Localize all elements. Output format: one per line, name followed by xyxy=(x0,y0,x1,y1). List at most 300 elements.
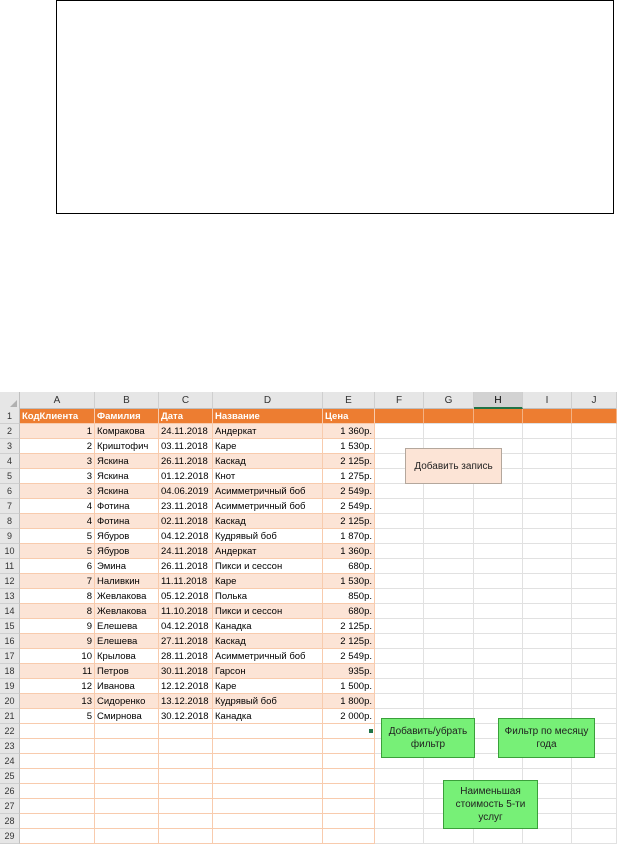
empty-cell[interactable] xyxy=(424,634,474,649)
table-cell[interactable] xyxy=(20,754,95,769)
month-filter-button[interactable] xyxy=(498,718,595,758)
table-cell[interactable]: 1 500р. xyxy=(323,679,375,694)
empty-cell[interactable] xyxy=(572,679,617,694)
table-cell[interactable]: Яскина xyxy=(95,484,159,499)
table-cell[interactable]: Каскад xyxy=(213,454,323,469)
empty-cell[interactable] xyxy=(424,529,474,544)
table-cell[interactable]: 11.10.2018 xyxy=(159,604,213,619)
table-cell[interactable] xyxy=(20,724,95,739)
table-cell[interactable]: Полька xyxy=(213,589,323,604)
empty-cell[interactable] xyxy=(375,604,424,619)
table-cell[interactable]: 1 530р. xyxy=(323,439,375,454)
row-number[interactable]: 13 xyxy=(0,589,20,604)
select-all-corner[interactable] xyxy=(0,392,20,409)
empty-cell[interactable] xyxy=(523,454,572,469)
table-cell[interactable]: Каре xyxy=(213,574,323,589)
table-cell[interactable]: Жевлакова xyxy=(95,604,159,619)
empty-cell[interactable] xyxy=(572,574,617,589)
row-number[interactable]: 20 xyxy=(0,694,20,709)
empty-cell[interactable] xyxy=(375,424,424,439)
empty-cell[interactable] xyxy=(523,604,572,619)
empty-cell[interactable] xyxy=(474,589,523,604)
empty-cell[interactable] xyxy=(572,799,617,814)
empty-cell[interactable] xyxy=(424,649,474,664)
table-cell[interactable]: 26.11.2018 xyxy=(159,559,213,574)
table-cell[interactable] xyxy=(323,754,375,769)
table-row xyxy=(20,454,617,469)
empty-cell[interactable] xyxy=(375,784,424,799)
table-cell[interactable]: 04.12.2018 xyxy=(159,619,213,634)
table-cell[interactable] xyxy=(95,724,159,739)
empty-cell[interactable] xyxy=(474,664,523,679)
table-cell[interactable]: Пикси и сессон xyxy=(213,559,323,574)
empty-cell[interactable] xyxy=(474,484,523,499)
empty-cell[interactable] xyxy=(375,649,424,664)
table-cell[interactable]: Фотина xyxy=(95,514,159,529)
table-cell[interactable]: 13.12.2018 xyxy=(159,694,213,709)
table-cell[interactable]: 3 xyxy=(20,469,95,484)
row-number[interactable]: 10 xyxy=(0,544,20,559)
table-cell[interactable]: Каскад xyxy=(213,514,323,529)
empty-cell[interactable] xyxy=(572,814,617,829)
row-number[interactable]: 26 xyxy=(0,784,20,799)
table-cell[interactable] xyxy=(159,754,213,769)
empty-cell[interactable] xyxy=(523,544,572,559)
table-cell[interactable]: 24.11.2018 xyxy=(159,544,213,559)
table-cell[interactable]: 7 xyxy=(20,574,95,589)
table-cell[interactable]: 1 800р. xyxy=(323,694,375,709)
table-cell[interactable]: Каре xyxy=(213,679,323,694)
table-cell[interactable] xyxy=(213,754,323,769)
table-cell[interactable]: Дата xyxy=(159,409,213,424)
table-cell[interactable]: Крылова xyxy=(95,649,159,664)
table-cell[interactable]: Кудрявый боб xyxy=(213,694,323,709)
table-cell[interactable]: 28.11.2018 xyxy=(159,649,213,664)
empty-cell[interactable] xyxy=(572,409,617,424)
empty-cell[interactable] xyxy=(572,424,617,439)
empty-cell[interactable] xyxy=(523,589,572,604)
table-cell[interactable]: 1 530р. xyxy=(323,574,375,589)
table-cell[interactable] xyxy=(323,814,375,829)
table-cell[interactable] xyxy=(323,784,375,799)
empty-cell[interactable] xyxy=(523,664,572,679)
column-header-f[interactable]: F xyxy=(375,392,424,409)
table-cell[interactable]: 8 xyxy=(20,604,95,619)
empty-cell[interactable] xyxy=(375,664,424,679)
table-cell[interactable]: Иванова xyxy=(95,679,159,694)
empty-cell[interactable] xyxy=(424,499,474,514)
table-cell[interactable] xyxy=(95,799,159,814)
empty-cell[interactable] xyxy=(424,829,474,844)
empty-cell[interactable] xyxy=(424,694,474,709)
table-cell[interactable]: 935р. xyxy=(323,664,375,679)
row-number[interactable]: 6 xyxy=(0,484,20,499)
table-cell[interactable] xyxy=(323,739,375,754)
table-cell[interactable] xyxy=(323,829,375,844)
empty-cell[interactable] xyxy=(572,769,617,784)
column-header-d[interactable]: D xyxy=(213,392,323,409)
empty-cell[interactable] xyxy=(424,514,474,529)
empty-cell[interactable] xyxy=(474,604,523,619)
row-number[interactable]: 9 xyxy=(0,529,20,544)
empty-cell[interactable] xyxy=(375,574,424,589)
empty-cell[interactable] xyxy=(424,679,474,694)
table-cell[interactable]: 12 xyxy=(20,679,95,694)
row-number[interactable]: 2 xyxy=(0,424,20,439)
table-cell[interactable]: Пикси и сессон xyxy=(213,604,323,619)
empty-cell[interactable] xyxy=(375,619,424,634)
column-header-e[interactable]: E xyxy=(323,392,375,409)
row-number[interactable]: 7 xyxy=(0,499,20,514)
table-cell[interactable] xyxy=(95,784,159,799)
column-header-b[interactable]: B xyxy=(95,392,159,409)
table-cell[interactable] xyxy=(159,799,213,814)
table-cell[interactable]: Цена xyxy=(323,409,375,424)
empty-cell[interactable] xyxy=(375,514,424,529)
table-cell[interactable]: 9 xyxy=(20,634,95,649)
table-cell[interactable]: 2 125р. xyxy=(323,514,375,529)
table-cell[interactable]: Андеркат xyxy=(213,544,323,559)
empty-cell[interactable] xyxy=(424,484,474,499)
empty-cell[interactable] xyxy=(474,499,523,514)
empty-cell[interactable] xyxy=(375,679,424,694)
empty-cell[interactable] xyxy=(375,814,424,829)
empty-cell[interactable] xyxy=(424,619,474,634)
table-cell[interactable] xyxy=(213,724,323,739)
empty-cell[interactable] xyxy=(375,694,424,709)
table-cell[interactable]: 1 275р. xyxy=(323,469,375,484)
row-number[interactable]: 11 xyxy=(0,559,20,574)
row-number[interactable]: 18 xyxy=(0,664,20,679)
row-number[interactable]: 23 xyxy=(0,739,20,754)
empty-cell[interactable] xyxy=(474,829,523,844)
table-cell[interactable]: Криштофич xyxy=(95,439,159,454)
table-cell[interactable]: 10 xyxy=(20,649,95,664)
row-number[interactable]: 3 xyxy=(0,439,20,454)
table-cell[interactable]: Елешева xyxy=(95,619,159,634)
empty-cell[interactable] xyxy=(375,799,424,814)
table-cell[interactable]: 3 xyxy=(20,454,95,469)
empty-cell[interactable] xyxy=(424,604,474,619)
table-cell[interactable] xyxy=(213,769,323,784)
table-cell[interactable]: 02.11.2018 xyxy=(159,514,213,529)
empty-cell[interactable] xyxy=(375,484,424,499)
empty-cell[interactable] xyxy=(572,439,617,454)
row-number[interactable]: 1 xyxy=(0,409,20,424)
row-number[interactable]: 16 xyxy=(0,634,20,649)
table-cell[interactable]: 680р. xyxy=(323,604,375,619)
table-cell[interactable]: Комракова xyxy=(95,424,159,439)
table-cell[interactable]: 6 xyxy=(20,559,95,574)
empty-cell[interactable] xyxy=(523,499,572,514)
column-header-i[interactable]: I xyxy=(523,392,572,409)
table-cell[interactable] xyxy=(213,814,323,829)
table-cell[interactable] xyxy=(20,799,95,814)
empty-cell[interactable] xyxy=(375,829,424,844)
table-cell[interactable]: Асимметричный боб xyxy=(213,499,323,514)
table-cell[interactable]: Фотина xyxy=(95,499,159,514)
empty-cell[interactable] xyxy=(572,454,617,469)
table-cell[interactable]: Гарсон xyxy=(213,664,323,679)
table-cell[interactable]: 2 125р. xyxy=(323,454,375,469)
empty-cell[interactable] xyxy=(474,529,523,544)
table-cell[interactable] xyxy=(159,814,213,829)
empty-cell[interactable] xyxy=(424,424,474,439)
empty-cell[interactable] xyxy=(572,499,617,514)
empty-cell[interactable] xyxy=(474,694,523,709)
empty-cell[interactable] xyxy=(424,664,474,679)
table-cell[interactable]: 3 xyxy=(20,484,95,499)
row-number[interactable]: 21 xyxy=(0,709,20,724)
empty-cell[interactable] xyxy=(523,514,572,529)
table-cell[interactable]: 2 xyxy=(20,439,95,454)
row-number[interactable]: 17 xyxy=(0,649,20,664)
table-cell[interactable] xyxy=(95,754,159,769)
empty-cell[interactable] xyxy=(474,679,523,694)
table-cell[interactable]: 12.12.2018 xyxy=(159,679,213,694)
row-number[interactable]: 22 xyxy=(0,724,20,739)
table-cell[interactable] xyxy=(323,799,375,814)
table-cell[interactable] xyxy=(95,739,159,754)
table-cell[interactable]: 8 xyxy=(20,589,95,604)
table-cell[interactable]: Сидоренко xyxy=(95,694,159,709)
row-number[interactable]: 12 xyxy=(0,574,20,589)
table-cell[interactable]: 1 360р. xyxy=(323,544,375,559)
table-cell[interactable]: 2 549р. xyxy=(323,499,375,514)
table-cell[interactable]: 01.12.2018 xyxy=(159,469,213,484)
table-cell[interactable]: 2 549р. xyxy=(323,649,375,664)
table-row xyxy=(20,829,617,844)
table-cell[interactable]: Смирнова xyxy=(95,709,159,724)
table-cell[interactable]: Фамилия xyxy=(95,409,159,424)
table-cell[interactable]: Название xyxy=(213,409,323,424)
table-cell[interactable]: 26.11.2018 xyxy=(159,454,213,469)
table-cell[interactable] xyxy=(20,829,95,844)
table-cell[interactable]: Яскина xyxy=(95,454,159,469)
empty-cell[interactable] xyxy=(523,484,572,499)
empty-cell[interactable] xyxy=(375,409,424,424)
table-cell[interactable]: Наливкин xyxy=(95,574,159,589)
table-cell[interactable] xyxy=(159,769,213,784)
row-number[interactable]: 14 xyxy=(0,604,20,619)
table-cell[interactable]: 03.11.2018 xyxy=(159,439,213,454)
row-number[interactable]: 27 xyxy=(0,799,20,814)
table-cell[interactable] xyxy=(159,829,213,844)
spreadsheet[interactable] xyxy=(0,392,617,848)
row-number[interactable]: 29 xyxy=(0,829,20,844)
table-cell[interactable]: 9 xyxy=(20,619,95,634)
empty-cell[interactable] xyxy=(375,499,424,514)
empty-cell[interactable] xyxy=(424,589,474,604)
table-cell[interactable]: 23.11.2018 xyxy=(159,499,213,514)
table-row xyxy=(20,604,617,619)
table-cell[interactable]: 2 549р. xyxy=(323,484,375,499)
table-cell[interactable]: Канадка xyxy=(213,619,323,634)
empty-cell[interactable] xyxy=(523,634,572,649)
add-record-button[interactable] xyxy=(405,448,502,484)
empty-cell[interactable] xyxy=(572,664,617,679)
table-cell[interactable]: 1 360р. xyxy=(323,424,375,439)
empty-cell[interactable] xyxy=(572,589,617,604)
row-number[interactable]: 25 xyxy=(0,769,20,784)
row-number[interactable]: 24 xyxy=(0,754,20,769)
table-cell[interactable] xyxy=(213,784,323,799)
empty-cell[interactable] xyxy=(474,514,523,529)
table-cell[interactable]: Жевлакова xyxy=(95,589,159,604)
table-cell[interactable] xyxy=(20,784,95,799)
table-cell[interactable] xyxy=(213,739,323,754)
empty-cell[interactable] xyxy=(474,634,523,649)
table-cell[interactable]: 04.06.2019 xyxy=(159,484,213,499)
table-cell[interactable]: 04.12.2018 xyxy=(159,529,213,544)
empty-cell[interactable] xyxy=(523,424,572,439)
empty-cell[interactable] xyxy=(474,559,523,574)
empty-cell[interactable] xyxy=(424,544,474,559)
table-cell[interactable]: 1 xyxy=(20,424,95,439)
table-cell[interactable]: Ябуров xyxy=(95,529,159,544)
empty-cell[interactable] xyxy=(572,604,617,619)
table-cell[interactable]: 24.11.2018 xyxy=(159,424,213,439)
table-cell[interactable]: Кнот xyxy=(213,469,323,484)
empty-cell[interactable] xyxy=(523,559,572,574)
empty-cell[interactable] xyxy=(523,409,572,424)
empty-cell[interactable] xyxy=(375,589,424,604)
empty-cell[interactable] xyxy=(523,574,572,589)
empty-cell[interactable] xyxy=(375,769,424,784)
table-cell[interactable]: 30.12.2018 xyxy=(159,709,213,724)
empty-cell[interactable] xyxy=(523,649,572,664)
table-cell[interactable]: 1 870р. xyxy=(323,529,375,544)
table-cell[interactable] xyxy=(213,799,323,814)
empty-cell[interactable] xyxy=(523,619,572,634)
column-header-j[interactable]: J xyxy=(572,392,617,409)
table-cell[interactable]: Кудрявый боб xyxy=(213,529,323,544)
empty-cell[interactable] xyxy=(572,694,617,709)
empty-cell[interactable] xyxy=(572,484,617,499)
empty-cell[interactable] xyxy=(523,439,572,454)
table-cell[interactable]: 850р. xyxy=(323,589,375,604)
table-cell[interactable]: 4 xyxy=(20,499,95,514)
empty-cell[interactable] xyxy=(375,529,424,544)
table-cell[interactable] xyxy=(213,829,323,844)
table-cell[interactable] xyxy=(95,769,159,784)
empty-cell[interactable] xyxy=(523,679,572,694)
table-cell[interactable]: 2 000р. xyxy=(323,709,375,724)
table-cell[interactable] xyxy=(159,724,213,739)
table-cell[interactable]: 27.11.2018 xyxy=(159,634,213,649)
table-cell[interactable]: Андеркат xyxy=(213,424,323,439)
table-cell[interactable]: 5 xyxy=(20,529,95,544)
empty-cell[interactable] xyxy=(474,574,523,589)
empty-cell[interactable] xyxy=(572,529,617,544)
table-cell[interactable]: 5 xyxy=(20,709,95,724)
empty-cell[interactable] xyxy=(572,619,617,634)
min-cost-button[interactable] xyxy=(443,780,538,829)
table-cell[interactable]: 4 xyxy=(20,514,95,529)
table-cell[interactable]: 05.12.2018 xyxy=(159,589,213,604)
empty-cell[interactable] xyxy=(523,829,572,844)
empty-cell[interactable] xyxy=(375,559,424,574)
empty-cell[interactable] xyxy=(474,544,523,559)
table-row xyxy=(20,559,617,574)
empty-cell[interactable] xyxy=(572,829,617,844)
empty-cell[interactable] xyxy=(572,469,617,484)
table-cell[interactable]: Каре xyxy=(213,439,323,454)
empty-cell[interactable] xyxy=(523,469,572,484)
empty-cell[interactable] xyxy=(375,634,424,649)
table-cell[interactable]: 13 xyxy=(20,694,95,709)
row-number[interactable]: 19 xyxy=(0,679,20,694)
table-cell[interactable]: Каскад xyxy=(213,634,323,649)
row-number[interactable]: 15 xyxy=(0,619,20,634)
empty-cell[interactable] xyxy=(424,559,474,574)
table-cell[interactable] xyxy=(323,724,375,739)
table-cell[interactable] xyxy=(159,739,213,754)
column-header-g[interactable]: G xyxy=(424,392,474,409)
table-cell[interactable]: 5 xyxy=(20,544,95,559)
table-cell[interactable]: Яскина xyxy=(95,469,159,484)
empty-cell[interactable] xyxy=(523,529,572,544)
table-header-row xyxy=(20,409,617,424)
empty-cell[interactable] xyxy=(523,694,572,709)
empty-cell[interactable] xyxy=(474,424,523,439)
empty-cell[interactable] xyxy=(572,514,617,529)
table-cell[interactable]: 680р. xyxy=(323,559,375,574)
table-cell[interactable]: 11.11.2018 xyxy=(159,574,213,589)
table-cell[interactable]: Эмина xyxy=(95,559,159,574)
fill-handle-icon[interactable] xyxy=(369,729,373,733)
table-cell[interactable] xyxy=(95,814,159,829)
table-cell[interactable]: 2 125р. xyxy=(323,634,375,649)
empty-cell[interactable] xyxy=(424,409,474,424)
table-cell[interactable] xyxy=(20,739,95,754)
table-cell[interactable] xyxy=(159,784,213,799)
table-cell[interactable] xyxy=(20,814,95,829)
column-header-c[interactable]: C xyxy=(159,392,213,409)
toggle-filter-button[interactable] xyxy=(381,718,475,758)
column-header-a[interactable]: A xyxy=(20,392,95,409)
empty-cell[interactable] xyxy=(572,544,617,559)
table-cell[interactable] xyxy=(20,769,95,784)
column-header-h[interactable]: H xyxy=(474,392,523,409)
row-number[interactable]: 28 xyxy=(0,814,20,829)
table-cell[interactable] xyxy=(323,769,375,784)
empty-cell[interactable] xyxy=(572,784,617,799)
table-cell[interactable]: Канадка xyxy=(213,709,323,724)
row-number[interactable]: 5 xyxy=(0,469,20,484)
table-cell[interactable]: Асимметричный боб xyxy=(213,649,323,664)
empty-cell[interactable] xyxy=(572,634,617,649)
table-cell[interactable]: 2 125р. xyxy=(323,619,375,634)
empty-cell[interactable] xyxy=(572,649,617,664)
table-cell[interactable]: Ябуров xyxy=(95,544,159,559)
table-cell[interactable]: КодКлиента xyxy=(20,409,95,424)
table-cell[interactable]: 30.11.2018 xyxy=(159,664,213,679)
row-number[interactable]: 8 xyxy=(0,514,20,529)
table-cell[interactable]: Петров xyxy=(95,664,159,679)
empty-cell[interactable] xyxy=(474,619,523,634)
table-cell[interactable]: 11 xyxy=(20,664,95,679)
empty-cell[interactable] xyxy=(474,649,523,664)
table-cell[interactable]: Асимметричный боб xyxy=(213,484,323,499)
row-number[interactable]: 4 xyxy=(0,454,20,469)
table-cell[interactable] xyxy=(95,829,159,844)
empty-cell[interactable] xyxy=(424,574,474,589)
empty-cell[interactable] xyxy=(474,409,523,424)
table-cell[interactable]: Елешева xyxy=(95,634,159,649)
empty-cell[interactable] xyxy=(572,559,617,574)
empty-cell[interactable] xyxy=(375,544,424,559)
